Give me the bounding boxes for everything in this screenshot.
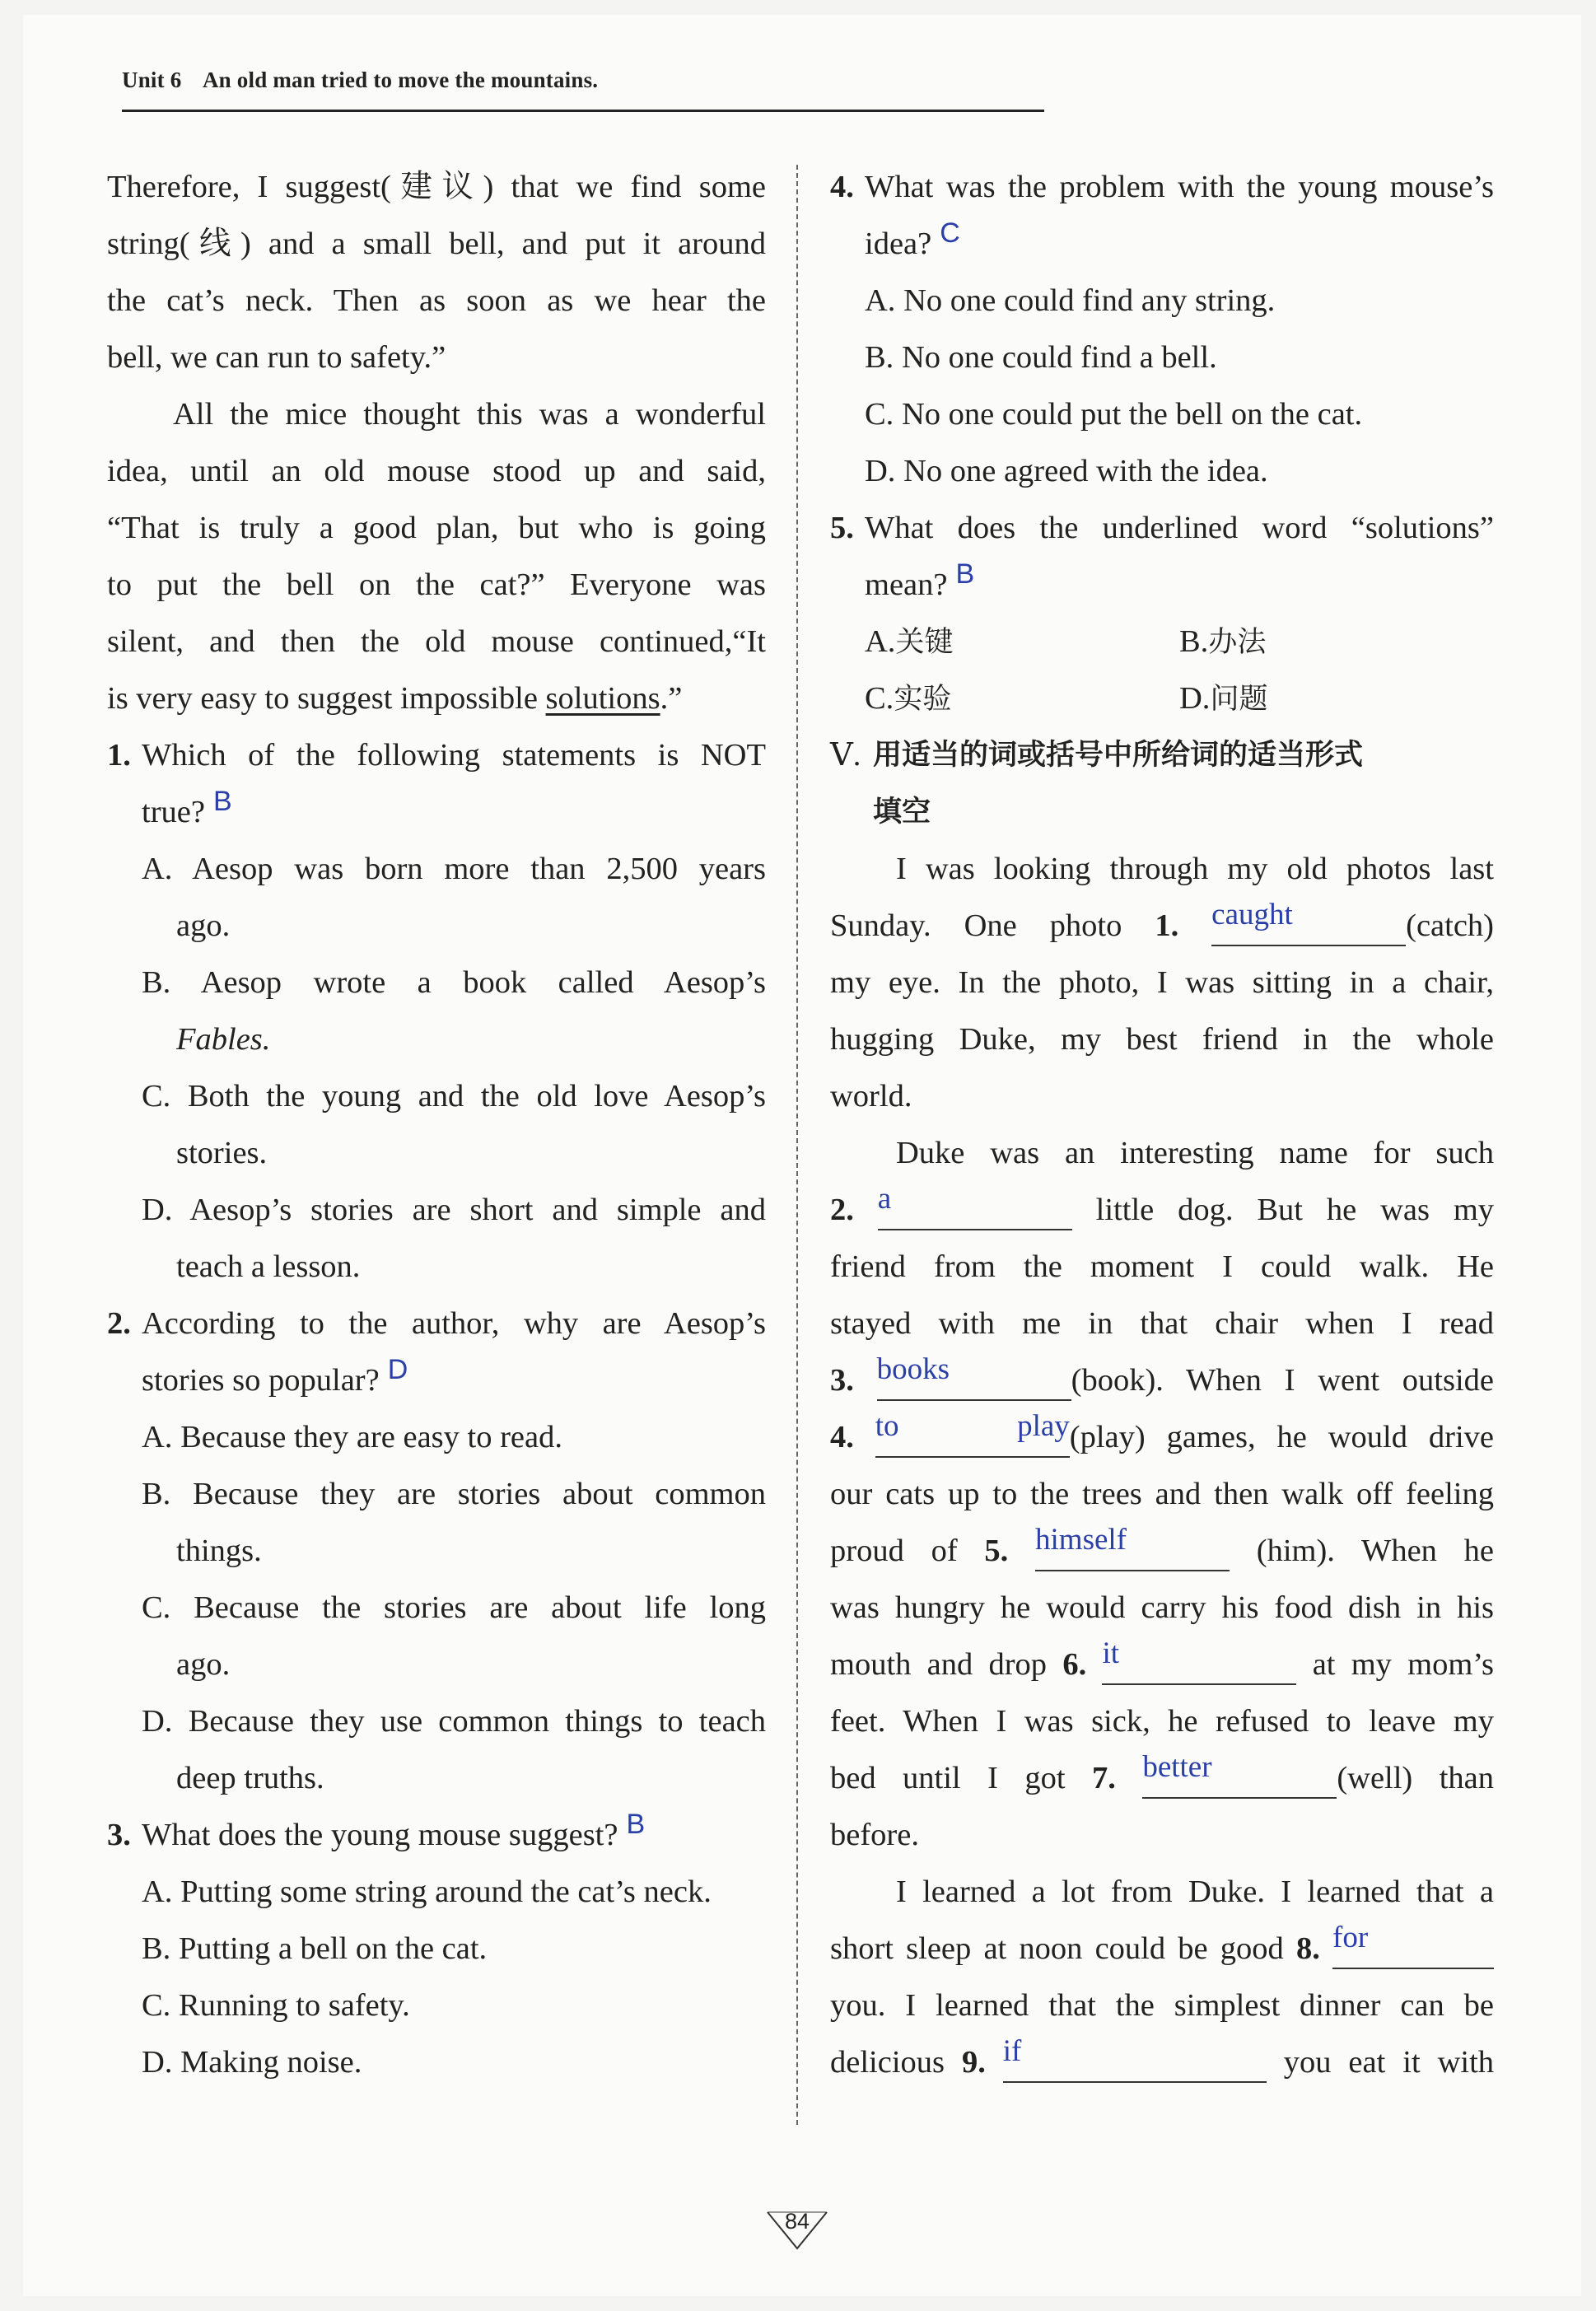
question-4	[830, 159, 1494, 273]
question-1	[107, 727, 766, 841]
option-b[interactable]: B.办法	[1179, 624, 1267, 659]
option-a[interactable]: A. Aesop was born more than 2,500 years	[142, 852, 766, 886]
question-text: According to the author, why are Aesop’s	[142, 1306, 766, 1341]
question-2	[107, 1296, 766, 1409]
fill-passage: I was looking through my old photos last Sunday. One photo 1. caught (catch) my eye. In the photo, I was sitting in a chair, hugging Duke, my best friend in the whole world. Duke was an interesting name for such 2. a little dog. But he was my friend from the moment I could walk. He stayed with me in that chair when I read 3. books (book). When I went outside 4. to play(play) games, he would drive our cats up to the trees and then walk off feeling proud of 5. himself (him). When he was hungry he would carry his food dish in his mouth and drop 6. it at my mom’s feet. When I was sick, he refused to leave my bed until I got 7. better (well) than before. I learned a lot from Duke. I learned that a short sleep at noon could be good 8. for you. I learned that the simplest dinner can be delicious 9. if you eat it with	[830, 841, 1494, 2091]
option-a[interactable]: A.关键	[865, 624, 954, 659]
unit-label: Unit 6	[122, 68, 182, 92]
option-d-cont: teach a lesson.	[176, 1249, 361, 1284]
column-divider	[796, 165, 798, 2125]
passage-line: All the mice thought this was a wonderful	[173, 397, 766, 432]
question-number: 1.	[107, 738, 131, 773]
question-3	[107, 1807, 766, 1864]
handwritten-answer: D	[387, 1354, 408, 1385]
option-c[interactable]: C. Both the young and the old love Aesop’s	[142, 1079, 766, 1113]
handwritten-answer: B	[955, 558, 975, 590]
question-text: true?	[142, 795, 205, 829]
blank-5[interactable]: himself	[1035, 1533, 1230, 1571]
passage-line: idea, until an old mouse stood up and said,	[107, 454, 766, 488]
blank-2[interactable]: a	[878, 1192, 1072, 1230]
option-c[interactable]: C. Running to safety.	[142, 1988, 410, 2023]
option-d[interactable]: D. No one agreed with the idea.	[865, 454, 1268, 488]
left-column	[107, 159, 766, 2091]
options-row	[830, 614, 1494, 670]
options-row	[830, 670, 1494, 727]
option-d[interactable]: D.问题	[1179, 681, 1268, 716]
blank-6[interactable]: it	[1102, 1646, 1296, 1685]
running-header	[122, 68, 598, 93]
blank-7[interactable]: better	[1142, 1760, 1337, 1799]
option-b[interactable]: B. No one could find a bell.	[865, 340, 1217, 375]
passage-continuation	[107, 159, 766, 386]
option-b[interactable]: B. Putting a bell on the cat.	[142, 1931, 488, 1966]
question-text: What was the problem with the young mouse’s	[865, 170, 1494, 204]
passage-line: the cat’s neck. Then as soon as we hear the	[107, 283, 766, 318]
question-number: 5.	[830, 511, 854, 545]
option-b[interactable]: B. Because they are stories about common	[142, 1477, 766, 1511]
question-text: What does the young mouse suggest?	[142, 1818, 618, 1852]
option-d-cont: deep truths.	[176, 1761, 324, 1795]
header-rule	[122, 110, 1044, 112]
question-text: mean?	[865, 567, 948, 602]
question-text: Which of the following statements is NOT	[142, 738, 766, 773]
handwritten-answer: B	[626, 1809, 646, 1840]
question-number: 3.	[107, 1818, 131, 1852]
blank-4[interactable]: to play	[875, 1419, 1070, 1458]
passage-line: is very easy to suggest impossible solutions.”	[107, 681, 683, 716]
option-b-cont: things.	[176, 1534, 262, 1568]
question-5	[830, 500, 1494, 614]
question-text: idea?	[865, 226, 932, 261]
passage-line: silent, and then the old mouse continued,“It	[107, 624, 766, 659]
section-number: Ⅴ.	[830, 738, 861, 773]
option-d[interactable]: D. Aesop’s stories are short and simple and	[142, 1193, 766, 1227]
unit-title: An old man tried to move the mountains.	[202, 68, 599, 92]
passage-line: bell, we can run to safety.”	[107, 340, 446, 375]
page-number: 84	[784, 2209, 810, 2234]
right-column	[830, 159, 1494, 2091]
passage-line: “That is truly a good plan, but who is going	[107, 511, 766, 545]
passage-line: Therefore, I suggest(建议) that we find some	[107, 170, 766, 204]
blank-3[interactable]: books	[877, 1362, 1071, 1401]
option-a[interactable]: A. Putting some string around the cat’s neck.	[142, 1874, 712, 1909]
option-d[interactable]: D. Making noise.	[142, 2045, 362, 2080]
blank-8[interactable]: for	[1332, 1931, 1494, 1969]
option-c-cont: ago.	[176, 1647, 231, 1682]
option-a-cont: ago.	[176, 908, 231, 943]
passage-paragraph	[107, 386, 766, 727]
option-a[interactable]: A. No one could find any string.	[865, 283, 1276, 318]
option-c[interactable]: C. Because the stories are about life long	[142, 1590, 766, 1625]
option-b-cont: Fables.	[176, 1022, 271, 1057]
blank-9[interactable]: if	[1003, 2044, 1267, 2083]
option-b[interactable]: B. Aesop wrote a book called Aesop’s	[142, 965, 766, 1000]
question-number: 4.	[830, 170, 854, 204]
question-text: What does the underlined word “solutions”	[865, 511, 1494, 545]
option-c[interactable]: C.实验	[865, 681, 952, 716]
option-c-cont: stories.	[176, 1136, 268, 1170]
question-text: stories so popular?	[142, 1363, 380, 1398]
blank-1[interactable]: caught	[1211, 908, 1406, 946]
underlined-word: solutions	[545, 681, 660, 716]
passage-line: string(线) and a small bell, and put it around	[107, 226, 766, 261]
option-c[interactable]: C. No one could put the bell on the cat.	[865, 397, 1363, 432]
passage-line: to put the bell on the cat?” Everyone was	[107, 567, 766, 602]
option-d[interactable]: D. Because they use common things to teach	[142, 1704, 767, 1739]
section-heading: Ⅴ. 用适当的词或括号中所给词的适当形式 填空	[830, 727, 1494, 841]
option-a[interactable]: A. Because they are easy to read.	[142, 1420, 562, 1454]
handwritten-answer: B	[212, 786, 232, 817]
question-number: 2.	[107, 1306, 131, 1341]
handwritten-answer: C	[940, 217, 960, 249]
